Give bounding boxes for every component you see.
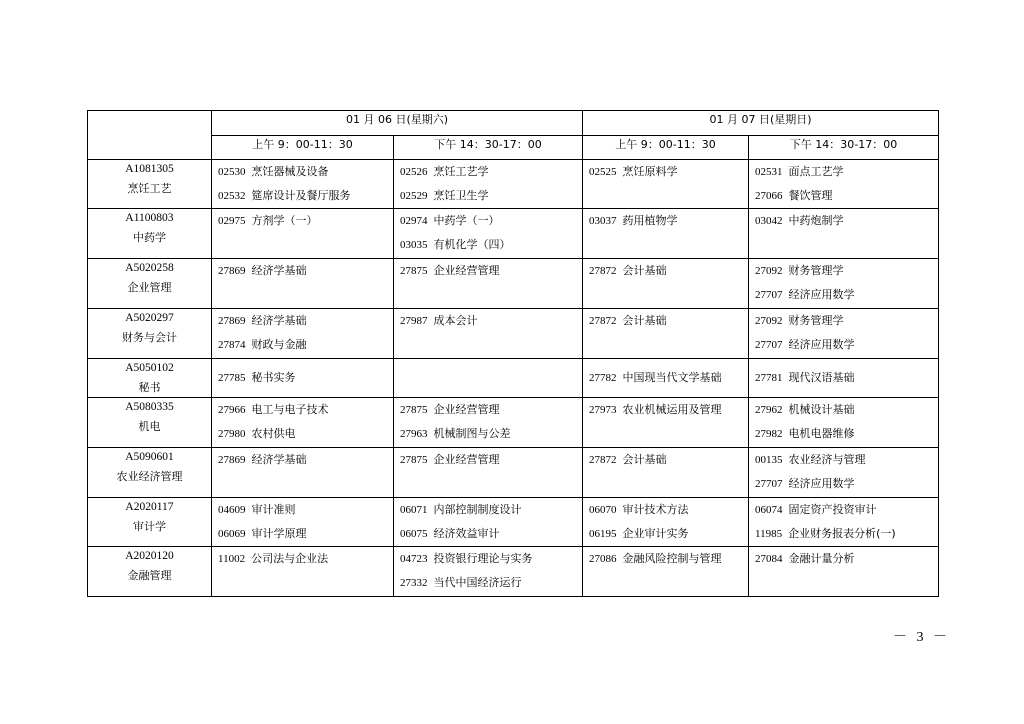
table-row xyxy=(88,160,939,209)
course-entry xyxy=(749,522,938,546)
course-name: 经济应用数学 xyxy=(788,338,855,351)
course-entry xyxy=(749,309,938,333)
course-name: 农村供电 xyxy=(251,427,296,440)
session-cell xyxy=(583,359,749,398)
course-name: 金融计量分析 xyxy=(788,552,855,565)
major-name: 机电 xyxy=(138,420,161,433)
course-code: 27092 xyxy=(755,265,783,277)
course-code: 27707 xyxy=(755,478,783,490)
course-code: 02531 xyxy=(755,166,783,178)
session-cell xyxy=(583,209,749,259)
course-code: 27872 xyxy=(589,454,617,466)
major-code: A1081305 xyxy=(125,163,174,175)
session-cell xyxy=(212,209,394,259)
course-entry xyxy=(212,366,393,390)
course-entry xyxy=(749,259,938,283)
course-code: 11002 xyxy=(218,553,246,565)
major-name: 企业管理 xyxy=(127,281,172,294)
course-name: 有机化学（四） xyxy=(433,238,511,251)
course-entry xyxy=(394,398,582,422)
course-name: 经济效益审计 xyxy=(433,527,500,540)
course-name: 农业经济与管理 xyxy=(788,453,866,466)
course-code: 06071 xyxy=(400,504,428,516)
course-entry xyxy=(394,233,582,257)
course-name: 公司法与企业法 xyxy=(251,552,329,565)
course-name: 药用植物学 xyxy=(622,214,678,227)
course-entry xyxy=(749,448,938,472)
session-cell xyxy=(394,209,583,259)
course-name: 内部控制制度设计 xyxy=(433,503,522,516)
course-entry xyxy=(394,259,582,283)
course-name: 固定资产投资审计 xyxy=(788,503,877,516)
course-code: 27869 xyxy=(218,454,246,466)
course-entry xyxy=(749,398,938,422)
course-code: 27872 xyxy=(589,265,617,277)
course-code: 02526 xyxy=(400,166,428,178)
course-name: 现代汉语基础 xyxy=(788,371,855,384)
session-cell xyxy=(583,547,749,597)
session-cell xyxy=(749,448,939,498)
course-name: 企业审计实务 xyxy=(622,527,689,540)
session-cell xyxy=(749,160,939,209)
course-name: 电机电器维修 xyxy=(788,427,855,440)
course-code: 27781 xyxy=(755,372,783,384)
course-code: 27966 xyxy=(218,404,246,416)
course-code: 27869 xyxy=(218,315,246,327)
session-cell xyxy=(212,498,394,547)
course-code: 06195 xyxy=(589,528,617,540)
course-entry xyxy=(583,366,748,390)
session-cell xyxy=(749,547,939,597)
course-entry xyxy=(212,259,393,283)
course-entry xyxy=(583,448,748,472)
major-code: A5050102 xyxy=(125,362,174,374)
course-code: 27707 xyxy=(755,289,783,301)
major-name: 秘书 xyxy=(138,381,161,394)
course-code: 02529 xyxy=(400,190,428,202)
header-day1-pm: 下午 14：30-17：00 xyxy=(394,136,583,160)
session-cell xyxy=(212,448,394,498)
course-code: 06074 xyxy=(755,504,783,516)
session-cell xyxy=(583,448,749,498)
major-name: 金融管理 xyxy=(127,569,172,582)
course-name: 会计基础 xyxy=(622,264,667,277)
major-cell xyxy=(88,547,212,597)
session-cell xyxy=(212,547,394,597)
course-name: 财务管理学 xyxy=(788,314,844,327)
table-row xyxy=(88,398,939,448)
session-cell xyxy=(749,359,939,398)
session-cell xyxy=(749,209,939,259)
course-code: 04609 xyxy=(218,504,246,516)
major-name: 财务与会计 xyxy=(122,331,177,344)
course-code: 27875 xyxy=(400,265,428,277)
course-code: 27086 xyxy=(589,553,617,565)
course-code: 27962 xyxy=(755,404,783,416)
major-code: A5090601 xyxy=(125,451,174,463)
course-entry xyxy=(583,522,748,546)
table-row xyxy=(88,498,939,547)
course-code: 04723 xyxy=(400,553,428,565)
table-row xyxy=(88,259,939,309)
course-name: 机械设计基础 xyxy=(788,403,855,416)
major-cell xyxy=(88,309,212,359)
header-row-dates xyxy=(88,111,939,136)
course-code: 27707 xyxy=(755,339,783,351)
course-code: 02975 xyxy=(218,215,246,227)
course-entry xyxy=(749,209,938,233)
course-code: 03042 xyxy=(755,215,783,227)
course-entry xyxy=(212,547,393,571)
course-code: 27872 xyxy=(589,315,617,327)
major-code: A2020117 xyxy=(125,501,174,513)
course-entry xyxy=(394,522,582,546)
course-name: 财务管理学 xyxy=(788,264,844,277)
course-name: 会计基础 xyxy=(622,453,667,466)
course-entry xyxy=(583,209,748,233)
course-name: 筵席设计及餐厅服务 xyxy=(251,189,351,202)
course-code: 27982 xyxy=(755,428,783,440)
major-cell xyxy=(88,498,212,547)
table-row xyxy=(88,209,939,259)
course-name: 中药学（一） xyxy=(433,214,500,227)
course-name: 中国现当代文学基础 xyxy=(622,371,722,384)
course-code: 03037 xyxy=(589,215,617,227)
course-entry xyxy=(583,398,748,422)
course-entry xyxy=(394,184,582,208)
course-entry xyxy=(583,309,748,333)
major-name: 中药学 xyxy=(133,231,166,244)
course-entry xyxy=(749,498,938,522)
course-code: 27066 xyxy=(755,190,783,202)
course-name: 审计准则 xyxy=(251,503,296,516)
course-name: 企业经营管理 xyxy=(433,264,500,277)
session-cell xyxy=(394,448,583,498)
course-name: 烹饪卫生学 xyxy=(433,189,489,202)
session-cell xyxy=(394,309,583,359)
course-entry xyxy=(749,472,938,496)
course-entry xyxy=(394,209,582,233)
course-name: 秘书实务 xyxy=(251,371,296,384)
course-code: 00135 xyxy=(755,454,783,466)
exam-schedule-table xyxy=(87,110,939,597)
course-entry xyxy=(212,184,393,208)
session-cell xyxy=(212,259,394,309)
course-name: 财政与金融 xyxy=(251,338,307,351)
course-name: 烹饪工艺学 xyxy=(433,165,489,178)
course-name: 烹饪器械及设备 xyxy=(251,165,329,178)
table-row xyxy=(88,309,939,359)
header-day1: 01 月 06 日(星期六) xyxy=(212,111,583,136)
course-entry xyxy=(212,333,393,357)
course-code: 27092 xyxy=(755,315,783,327)
session-cell xyxy=(212,359,394,398)
course-name: 农业机械运用及管理 xyxy=(622,403,722,416)
session-cell xyxy=(583,309,749,359)
course-name: 经济学基础 xyxy=(251,264,307,277)
table-row xyxy=(88,547,939,597)
table-row xyxy=(88,359,939,398)
course-entry xyxy=(212,448,393,472)
major-name: 农业经济管理 xyxy=(116,470,183,483)
major-code: A5020258 xyxy=(125,262,174,274)
session-cell xyxy=(749,398,939,448)
course-code: 06075 xyxy=(400,528,428,540)
course-code: 02974 xyxy=(400,215,428,227)
header-blank-cell xyxy=(88,111,212,160)
course-code: 27973 xyxy=(589,404,617,416)
major-name: 审计学 xyxy=(133,520,166,533)
session-cell xyxy=(583,160,749,209)
course-name: 经济应用数学 xyxy=(788,288,855,301)
course-name: 经济应用数学 xyxy=(788,477,855,490)
course-code: 27869 xyxy=(218,265,246,277)
major-code: A1100803 xyxy=(125,212,174,224)
major-cell xyxy=(88,259,212,309)
course-name: 面点工艺学 xyxy=(788,165,844,178)
session-cell xyxy=(749,309,939,359)
major-cell xyxy=(88,398,212,448)
major-code: A5080335 xyxy=(125,401,174,413)
course-code: 02530 xyxy=(218,166,246,178)
header-day2-am: 上午 9：00-11：30 xyxy=(583,136,749,160)
course-name: 中药炮制学 xyxy=(788,214,844,227)
course-name: 企业经营管理 xyxy=(433,453,500,466)
course-name: 机械制图与公差 xyxy=(433,427,511,440)
course-code: 27332 xyxy=(400,577,428,589)
session-cell xyxy=(583,498,749,547)
course-entry xyxy=(749,333,938,357)
course-code: 11985 xyxy=(755,528,783,540)
course-name: 企业财务报表分析(一) xyxy=(788,527,896,540)
course-name: 经济学基础 xyxy=(251,453,307,466)
course-entry xyxy=(394,498,582,522)
header-day2-pm: 下午 14：30-17：00 xyxy=(749,136,939,160)
course-entry xyxy=(583,160,748,184)
major-name: 烹饪工艺 xyxy=(127,182,172,195)
course-code: 06069 xyxy=(218,528,246,540)
course-name: 会计基础 xyxy=(622,314,667,327)
schedule-body xyxy=(88,160,939,597)
course-entry xyxy=(394,571,582,595)
course-entry xyxy=(394,160,582,184)
major-cell xyxy=(88,359,212,398)
session-cell xyxy=(583,259,749,309)
session-cell xyxy=(749,498,939,547)
course-entry xyxy=(212,209,393,233)
course-entry xyxy=(749,366,938,390)
session-cell xyxy=(212,160,394,209)
course-entry xyxy=(394,448,582,472)
course-code: 27987 xyxy=(400,315,428,327)
course-code: 27782 xyxy=(589,372,617,384)
course-entry xyxy=(749,547,938,571)
course-entry xyxy=(749,184,938,208)
session-cell xyxy=(394,498,583,547)
major-cell xyxy=(88,160,212,209)
course-name: 投资银行理论与实务 xyxy=(433,552,533,565)
course-name: 方剂学（一） xyxy=(251,214,318,227)
course-code: 27980 xyxy=(218,428,246,440)
session-cell xyxy=(394,160,583,209)
course-entry xyxy=(394,547,582,571)
course-code: 27785 xyxy=(218,372,246,384)
course-name: 经济学基础 xyxy=(251,314,307,327)
session-cell xyxy=(583,398,749,448)
course-name: 企业经营管理 xyxy=(433,403,500,416)
course-code: 02525 xyxy=(589,166,617,178)
session-cell xyxy=(394,398,583,448)
page-number: － 3 － xyxy=(893,630,950,645)
course-name: 烹饪原料学 xyxy=(622,165,678,178)
header-day2: 01 月 07 日(星期日) xyxy=(583,111,939,136)
table-row xyxy=(88,448,939,498)
course-name: 餐饮管理 xyxy=(788,189,833,202)
major-code: A2020120 xyxy=(125,550,174,562)
course-entry xyxy=(212,309,393,333)
course-entry xyxy=(749,283,938,307)
session-cell xyxy=(394,259,583,309)
major-code: A5020297 xyxy=(125,312,174,324)
course-name: 电工与电子技术 xyxy=(251,403,329,416)
course-code: 27084 xyxy=(755,553,783,565)
course-name: 审计技术方法 xyxy=(622,503,689,516)
course-code: 27874 xyxy=(218,339,246,351)
session-cell xyxy=(394,359,583,398)
major-cell xyxy=(88,209,212,259)
course-code: 27963 xyxy=(400,428,428,440)
course-entry xyxy=(749,160,938,184)
major-cell xyxy=(88,448,212,498)
course-code: 27875 xyxy=(400,404,428,416)
course-entry xyxy=(583,547,748,571)
course-entry xyxy=(212,160,393,184)
course-entry xyxy=(212,422,393,446)
header-day1-am: 上午 9：00-11：30 xyxy=(212,136,394,160)
course-entry xyxy=(394,309,582,333)
course-name: 成本会计 xyxy=(433,314,478,327)
course-code: 27875 xyxy=(400,454,428,466)
session-cell xyxy=(212,398,394,448)
course-entry xyxy=(749,422,938,446)
course-code: 02532 xyxy=(218,190,246,202)
course-name: 审计学原理 xyxy=(251,527,307,540)
course-entry xyxy=(212,498,393,522)
course-entry xyxy=(212,522,393,546)
course-code: 03035 xyxy=(400,239,428,251)
course-entry xyxy=(212,398,393,422)
session-cell xyxy=(394,547,583,597)
course-name: 金融风险控制与管理 xyxy=(622,552,722,565)
course-entry xyxy=(583,259,748,283)
session-cell xyxy=(212,309,394,359)
session-cell xyxy=(749,259,939,309)
course-entry xyxy=(583,498,748,522)
course-entry xyxy=(394,422,582,446)
course-name: 当代中国经济运行 xyxy=(433,576,522,589)
header-row-sessions xyxy=(88,136,939,160)
course-code: 06070 xyxy=(589,504,617,516)
